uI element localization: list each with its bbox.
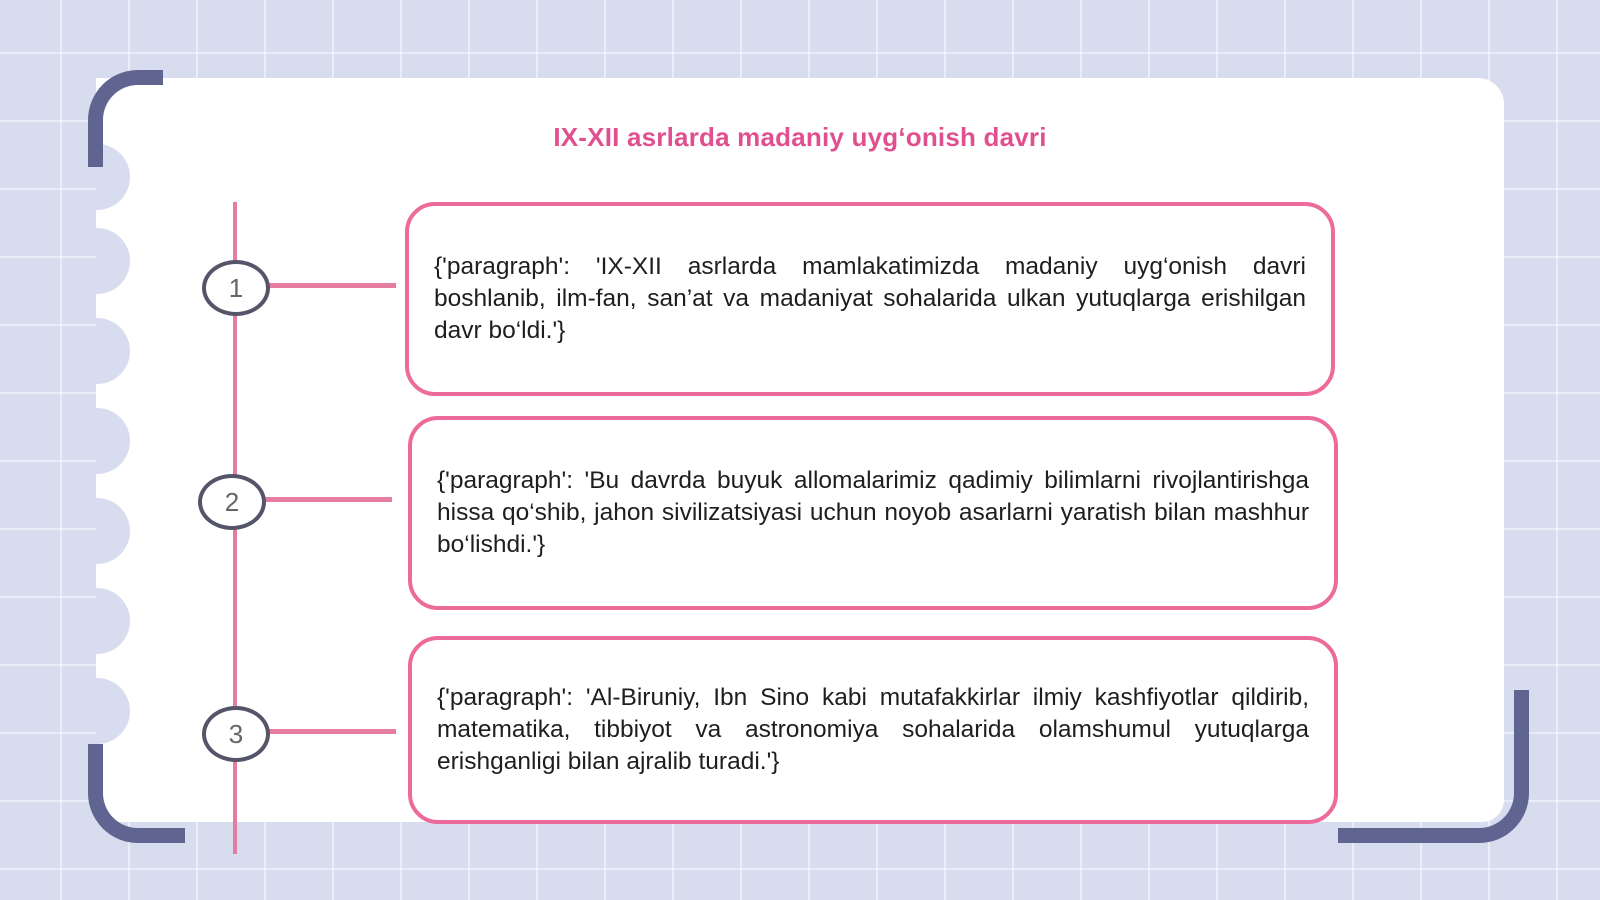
corner-bracket-bottom-right — [1338, 690, 1529, 843]
timeline-connector-2 — [258, 497, 392, 502]
timeline-marker-2: 2 — [198, 474, 266, 530]
timeline-connector-3 — [262, 729, 396, 734]
timeline-card-2 — [408, 416, 1338, 610]
timeline-card-text: {'paragraph': 'IX-XII asrlarda mamlakatimizda madaniy uyg‘onish davri boshlanib, ilm-fan, san’at va madaniyat sohalarida ulkan yutuqlarga erishilgan davr bo‘ldi.'} — [434, 253, 1306, 344]
timeline-card-text: {'paragraph': 'Bu davrda buyuk allomalarimiz qadimiy bilimlarni rivojlantirishga hissa qo‘shib, jahon sivilizatsiyasi uchun noyob asarlarni yaratish bilan mashhur bo‘lishdi.'} — [437, 467, 1309, 558]
corner-bracket-bottom-left — [88, 744, 185, 843]
timeline-connector-1 — [262, 283, 396, 288]
timeline-card-text: {'paragraph': 'Al-Biruniy, Ibn Sino kabi mutafakkirlar ilmiy kashfiyotlar qildirib, matematika, tibbiyot va astronomiya sohalarida olamshumul yutuqlarga erishganligi bilan ajralib turadi.'} — [437, 684, 1309, 775]
timeline-marker-1: 1 — [202, 260, 270, 316]
timeline-card-1 — [405, 202, 1335, 396]
timeline-marker-3: 3 — [202, 706, 270, 762]
slide-title: IX-XII asrlarda madaniy uyg‘onish davri — [553, 122, 1047, 152]
timeline-card-3 — [408, 636, 1338, 824]
